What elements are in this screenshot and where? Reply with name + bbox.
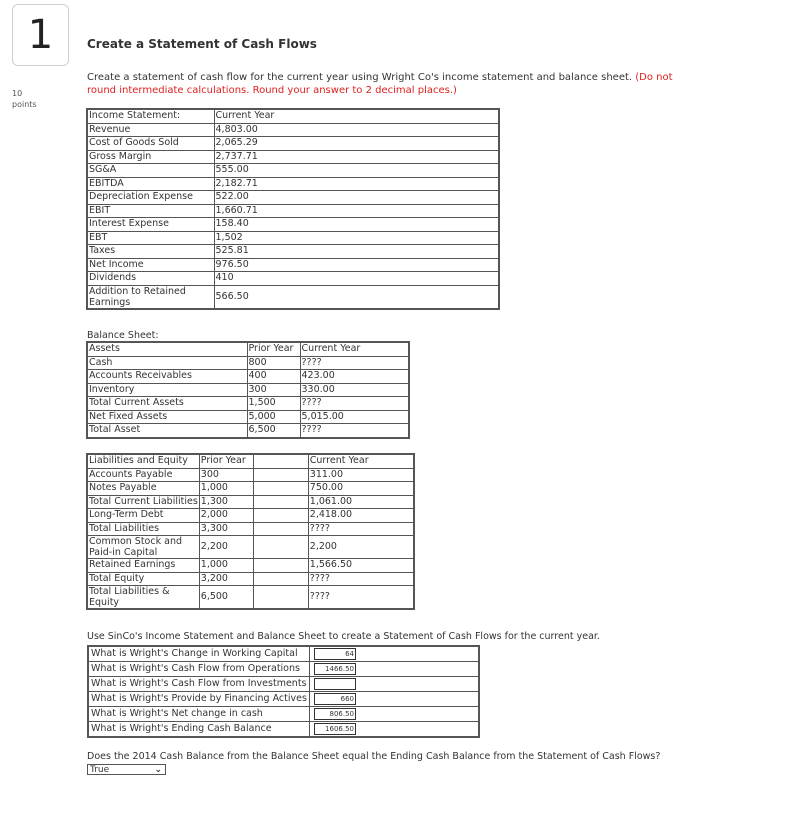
table-row bbox=[87, 245, 499, 259]
table-label-cell: EBIT bbox=[87, 204, 214, 218]
answer-input[interactable]: 1466.50 bbox=[314, 663, 356, 675]
table-row bbox=[88, 646, 479, 662]
table-label-cell: Notes Payable bbox=[87, 482, 199, 496]
table-label-cell: Total Liabilities & Equity bbox=[87, 586, 199, 610]
points-indicator bbox=[12, 88, 37, 110]
table-header-cell: Current Year bbox=[308, 454, 414, 468]
table-row bbox=[87, 204, 499, 218]
table-value-cell: 1,300 bbox=[199, 495, 253, 509]
answer-cell bbox=[310, 677, 480, 692]
table-value-cell bbox=[253, 482, 308, 496]
table-value-cell: 4,803.00 bbox=[214, 123, 499, 137]
question-cell: What is Wright's Net change in cash bbox=[88, 707, 310, 722]
table-label-cell: Long-Term Debt bbox=[87, 509, 199, 523]
table-row bbox=[87, 522, 414, 536]
instructions-rounding-note: (Do not round intermediate calculations. Round your answer to 2 decimal places.) bbox=[87, 72, 673, 96]
table-value-cell: ???? bbox=[308, 586, 414, 610]
select-value: True bbox=[90, 765, 110, 775]
points-label: points bbox=[12, 100, 37, 109]
table-label-cell: Total Current Liabilities bbox=[89, 495, 198, 507]
table-value-cell: ???? bbox=[308, 522, 414, 536]
chevron-down-icon: ⌄ bbox=[154, 765, 162, 775]
answer-input[interactable] bbox=[314, 678, 356, 690]
table-row bbox=[87, 370, 409, 384]
table-row bbox=[87, 509, 414, 523]
table-value-cell: 566.50 bbox=[214, 285, 499, 309]
table-value-cell: 5,015.00 bbox=[300, 410, 409, 424]
question-cell: What is Wright's Cash Flow from Investments bbox=[88, 677, 310, 692]
table-row bbox=[87, 410, 409, 424]
table-value-cell: 3,200 bbox=[199, 572, 253, 586]
table-row bbox=[87, 495, 414, 509]
table-row bbox=[87, 164, 499, 178]
liabilities-equity-table bbox=[86, 453, 415, 610]
table-header-row bbox=[87, 454, 414, 468]
table-row bbox=[87, 468, 414, 482]
table-value-cell: 555.00 bbox=[214, 164, 499, 178]
points-value: 10 bbox=[12, 89, 23, 98]
answer-input[interactable]: 64 bbox=[314, 648, 356, 660]
answer-cell bbox=[310, 662, 480, 677]
table-value-cell: 750.00 bbox=[308, 482, 414, 496]
cash-flow-intro: Use SinCo's Income Statement and Balance Sheet to create a Statement of Cash Flows for the current year. bbox=[87, 631, 600, 642]
table-label-cell: Total Liabilities bbox=[87, 522, 199, 536]
table-label-cell: Common Stock and Paid-in Capital bbox=[87, 536, 199, 559]
question-cell: What is Wright's Change in Working Capital bbox=[88, 646, 310, 662]
table-value-cell: 2,737.71 bbox=[214, 150, 499, 164]
table-label-cell: Revenue bbox=[87, 123, 214, 137]
table-value-cell: 5,000 bbox=[247, 410, 300, 424]
table-label-cell: Accounts Receivables bbox=[87, 370, 247, 384]
table-value-cell: 976.50 bbox=[214, 258, 499, 272]
assets-table bbox=[86, 341, 410, 439]
table-header-cell: Income Statement: bbox=[87, 109, 214, 123]
table-value-cell bbox=[253, 522, 308, 536]
table-value-cell: 1,566.50 bbox=[308, 559, 414, 573]
table-row bbox=[87, 397, 409, 411]
table-value-cell bbox=[253, 468, 308, 482]
answer-cell bbox=[310, 722, 480, 738]
table-row bbox=[87, 424, 409, 438]
table-value-cell: 400 bbox=[247, 370, 300, 384]
table-value-cell bbox=[253, 536, 308, 559]
table-value-cell: 6,500 bbox=[247, 424, 300, 438]
table-row bbox=[87, 272, 499, 286]
table-value-cell: 2,200 bbox=[199, 536, 253, 559]
table-row bbox=[88, 722, 479, 738]
cash-flow-answer-table bbox=[87, 645, 480, 738]
table-value-cell: 2,182.71 bbox=[214, 177, 499, 191]
table-row bbox=[87, 150, 499, 164]
table-label-cell: Inventory bbox=[87, 383, 247, 397]
table-row bbox=[87, 285, 499, 309]
table-header-cell: Current Year bbox=[214, 109, 499, 123]
table-label-cell: Gross Margin bbox=[87, 150, 214, 164]
table-label-cell: Depreciation Expense bbox=[87, 191, 214, 205]
table-row bbox=[87, 536, 414, 559]
table-value-cell: 158.40 bbox=[214, 218, 499, 232]
table-value-cell: ???? bbox=[300, 356, 409, 370]
question-cell: What is Wright's Provide by Financing Actives bbox=[88, 692, 310, 707]
table-label-cell: EBT bbox=[87, 231, 214, 245]
table-row bbox=[87, 218, 499, 232]
table-value-cell bbox=[253, 559, 308, 573]
table-row bbox=[87, 231, 499, 245]
table-label-cell: Interest Expense bbox=[87, 218, 214, 232]
table-value-cell: 1,000 bbox=[199, 559, 253, 573]
table-row bbox=[87, 137, 499, 151]
balance-sheet-label: Balance Sheet: bbox=[87, 330, 159, 341]
table-row bbox=[87, 559, 414, 573]
table-value-cell bbox=[253, 509, 308, 523]
table-value-cell: 800 bbox=[247, 356, 300, 370]
table-value-cell: 300 bbox=[199, 468, 253, 482]
answer-input[interactable]: 1606.50 bbox=[314, 723, 356, 735]
table-row bbox=[87, 586, 414, 610]
table-value-cell bbox=[253, 495, 308, 509]
table-row bbox=[87, 177, 499, 191]
table-row bbox=[88, 692, 479, 707]
answer-cell bbox=[310, 707, 480, 722]
table-value-cell: 6,500 bbox=[199, 586, 253, 610]
table-header-row bbox=[87, 109, 499, 123]
table-value-cell: 1,500 bbox=[247, 397, 300, 411]
table-value-cell: 2,418.00 bbox=[308, 509, 414, 523]
answer-cell bbox=[310, 692, 480, 707]
table-label-cell: SG&A bbox=[87, 164, 214, 178]
table-value-cell bbox=[253, 572, 308, 586]
answer-cell bbox=[310, 646, 480, 662]
question-number-badge: 1 bbox=[12, 4, 69, 66]
table-header-cell bbox=[253, 454, 308, 468]
table-label-cell: Accounts Payable bbox=[87, 468, 199, 482]
table-label-cell: Cost of Goods Sold bbox=[87, 137, 214, 151]
table-value-cell bbox=[253, 586, 308, 610]
table-value-cell: 2,000 bbox=[199, 509, 253, 523]
table-header-row bbox=[87, 342, 409, 356]
table-value-cell: 330.00 bbox=[300, 383, 409, 397]
table-label-cell: Total Current Assets bbox=[87, 397, 247, 411]
table-label-cell: Net Income bbox=[87, 258, 214, 272]
table-row bbox=[87, 482, 414, 496]
table-value-cell: 410 bbox=[214, 272, 499, 286]
table-label-cell: Taxes bbox=[87, 245, 214, 259]
table-row bbox=[87, 356, 409, 370]
table-value-cell: 1,502 bbox=[214, 231, 499, 245]
table-value-cell: 423.00 bbox=[300, 370, 409, 384]
table-row bbox=[88, 707, 479, 722]
instructions-text: Create a statement of cash flow for the current year using Wright Co's income statement and balance sheet. bbox=[87, 72, 633, 83]
question-title: Create a Statement of Cash Flows bbox=[87, 37, 317, 51]
table-value-cell: 2,200 bbox=[308, 536, 414, 559]
table-label-cell: Total Asset bbox=[87, 424, 247, 438]
table-value-cell: ???? bbox=[300, 424, 409, 438]
table-value-cell: ???? bbox=[300, 397, 409, 411]
income-statement-table bbox=[86, 108, 500, 310]
table-value-cell: 522.00 bbox=[214, 191, 499, 205]
question-cell: What is Wright's Cash Flow from Operations bbox=[88, 662, 310, 677]
table-label-cell: Addition to Retained Earnings bbox=[87, 285, 214, 309]
table-header-cell: Assets bbox=[87, 342, 247, 356]
table-row bbox=[87, 383, 409, 397]
table-row bbox=[87, 258, 499, 272]
table-value-cell: ???? bbox=[308, 572, 414, 586]
table-value-cell: 311.00 bbox=[308, 468, 414, 482]
true-false-select[interactable] bbox=[87, 764, 166, 775]
table-value-cell: 525.81 bbox=[214, 245, 499, 259]
table-label-cell: Net Fixed Assets bbox=[87, 410, 247, 424]
table-header-cell: Liabilities and Equity bbox=[87, 454, 199, 468]
answer-input[interactable]: 660 bbox=[314, 693, 356, 705]
table-row bbox=[87, 572, 414, 586]
table-label-cell: Dividends bbox=[87, 272, 214, 286]
final-question: Does the 2014 Cash Balance from the Balance Sheet equal the Ending Cash Balance from the Statement of Cash Flows? bbox=[87, 751, 661, 762]
table-value-cell: 1,660.71 bbox=[214, 204, 499, 218]
table-value-cell: 1,000 bbox=[199, 482, 253, 496]
table-row bbox=[88, 677, 479, 692]
table-row bbox=[87, 191, 499, 205]
table-row bbox=[87, 123, 499, 137]
table-header-cell: Prior Year bbox=[199, 454, 253, 468]
table-value-cell: 1,061.00 bbox=[308, 495, 414, 509]
table-label-cell: Total Equity bbox=[87, 572, 199, 586]
table-label-cell: EBITDA bbox=[87, 177, 214, 191]
table-header-cell: Prior Year bbox=[247, 342, 300, 356]
table-row bbox=[88, 662, 479, 677]
question-cell: What is Wright's Ending Cash Balance bbox=[88, 722, 310, 738]
table-value-cell: 3,300 bbox=[199, 522, 253, 536]
answer-input[interactable]: 806.50 bbox=[314, 708, 356, 720]
table-label-cell: Cash bbox=[87, 356, 247, 370]
table-label-cell: Retained Earnings bbox=[87, 559, 199, 573]
instructions bbox=[87, 71, 687, 97]
table-value-cell: 300 bbox=[247, 383, 300, 397]
table-value-cell: 2,065.29 bbox=[214, 137, 499, 151]
table-header-cell: Current Year bbox=[300, 342, 409, 356]
